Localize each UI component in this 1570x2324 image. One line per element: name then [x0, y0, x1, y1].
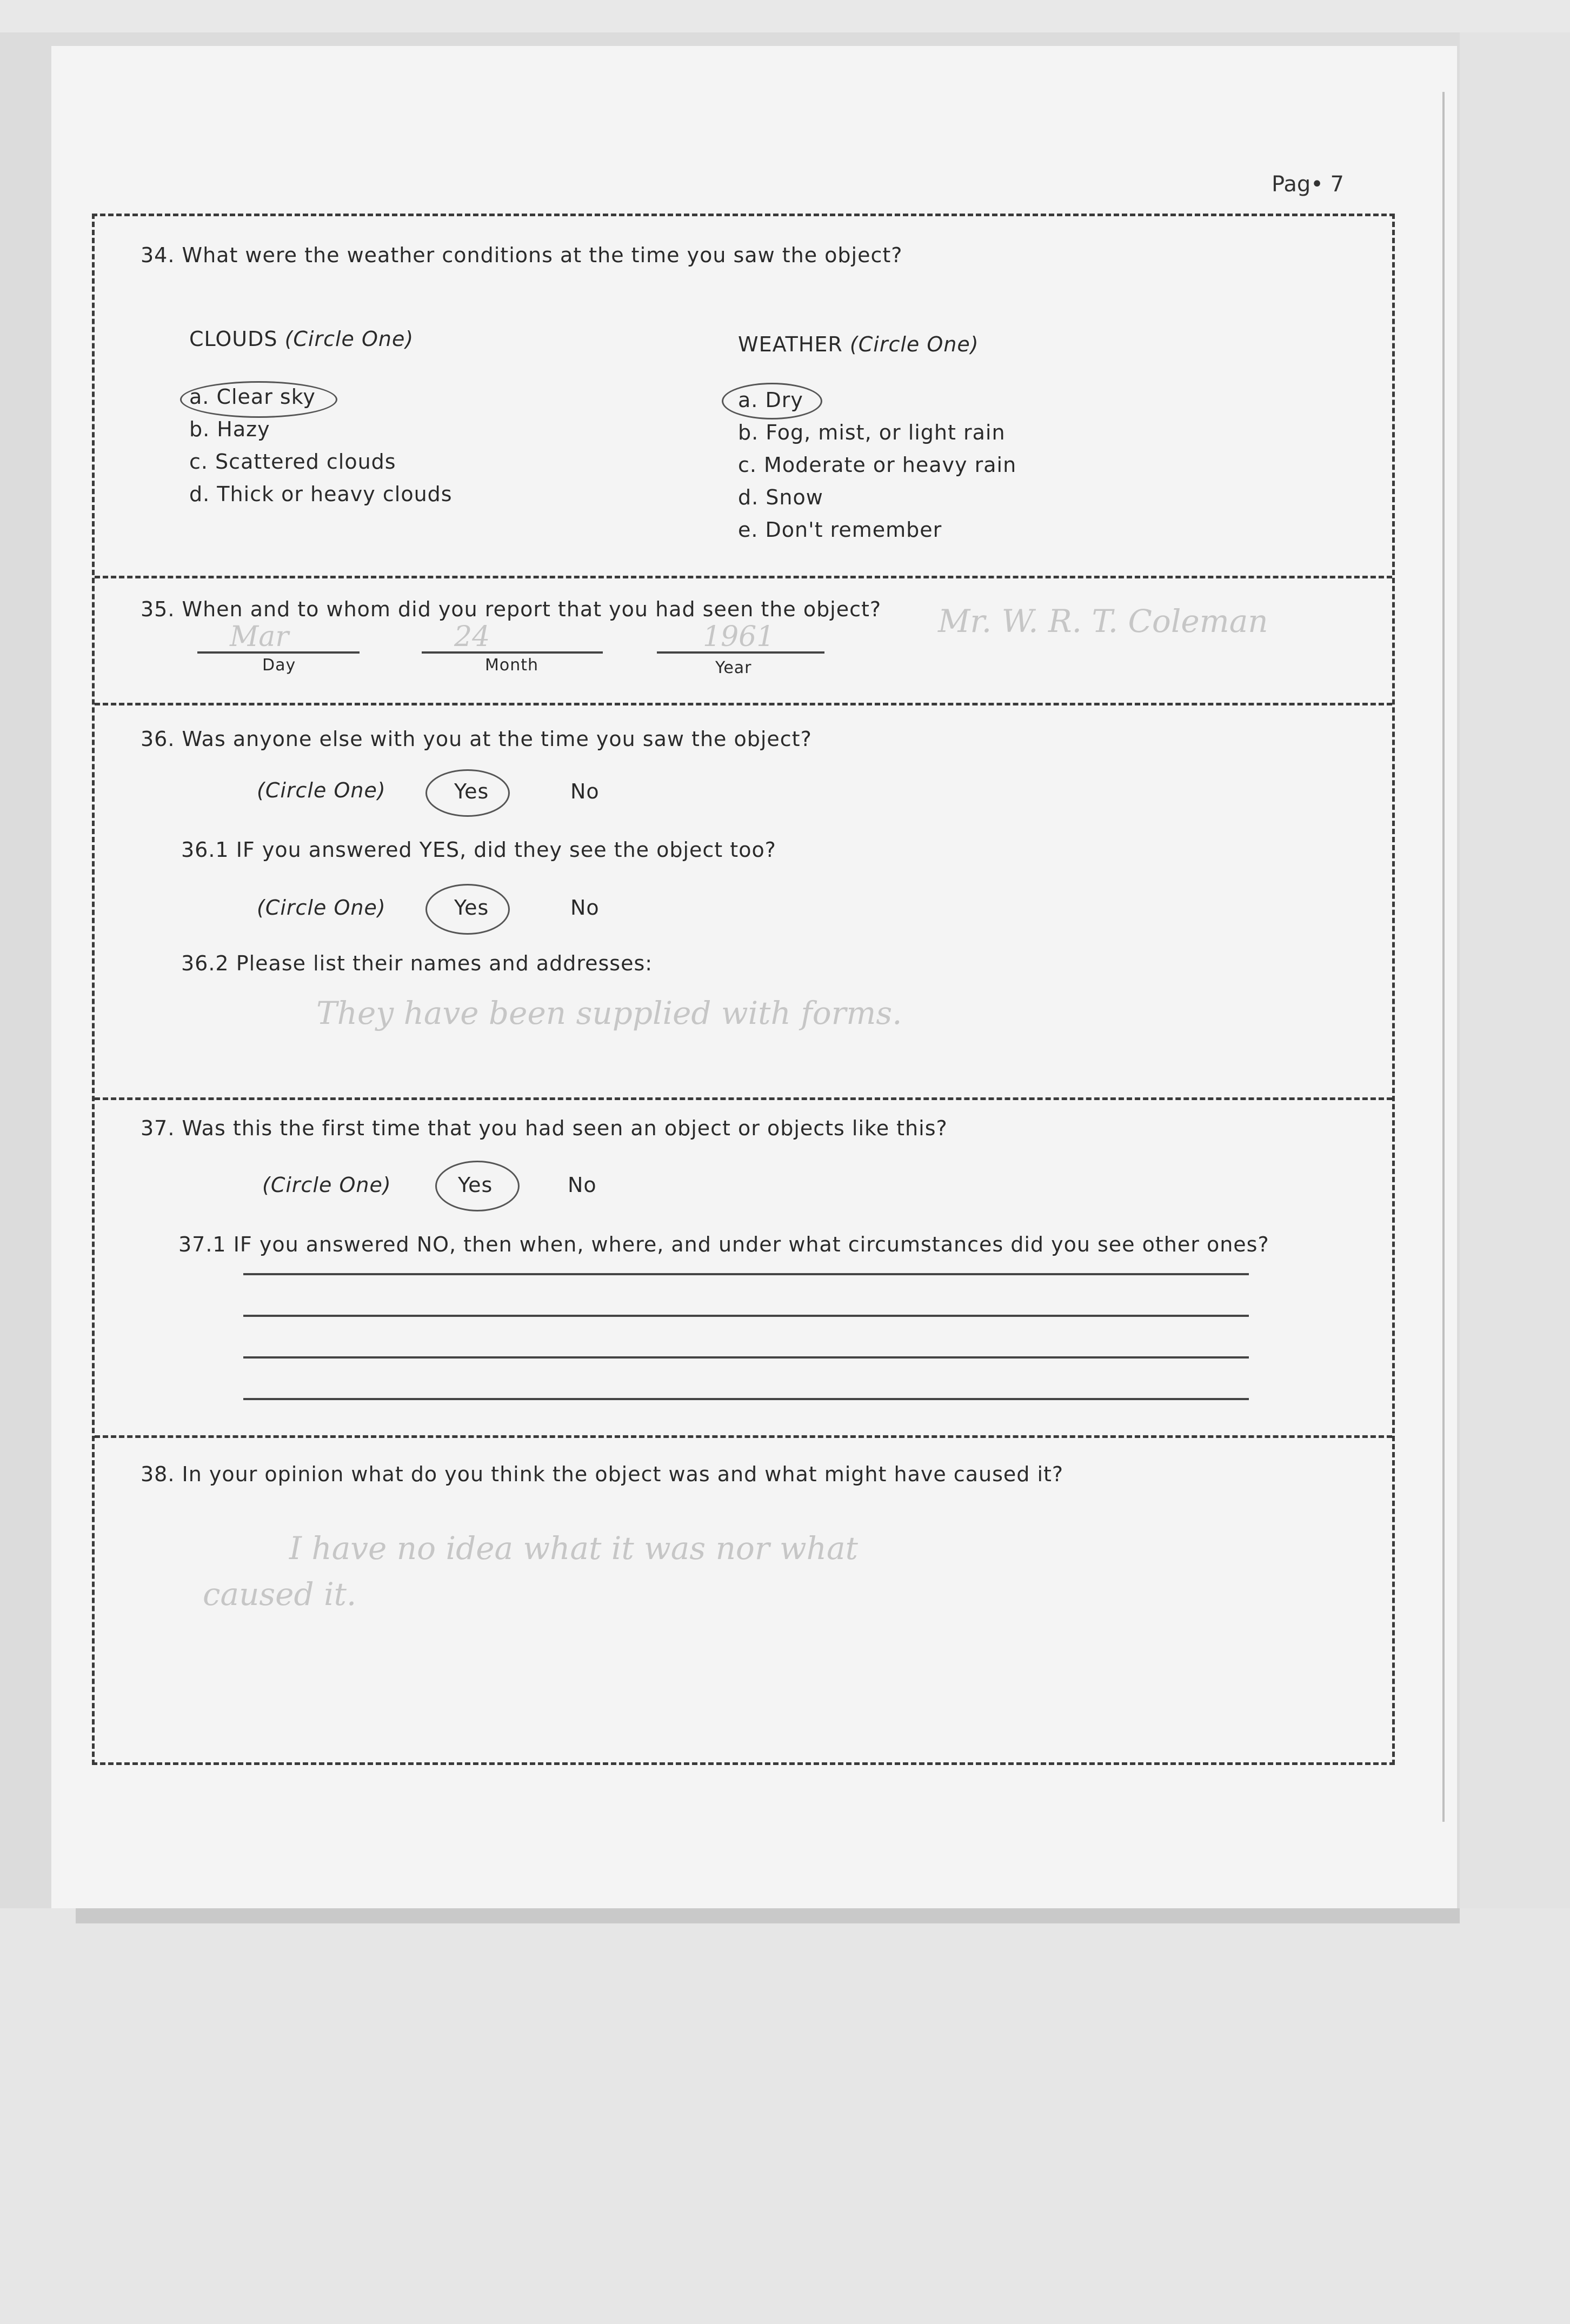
report-day-line[interactable]	[197, 651, 360, 654]
questionnaire-form	[92, 214, 1395, 1765]
question-34-section	[95, 216, 1392, 576]
question-37-no[interactable]: No	[568, 1173, 597, 1197]
weather-option-d[interactable]: d. Snow	[738, 485, 823, 509]
question-37-1-answer-line-4[interactable]	[243, 1398, 1249, 1400]
weather-circle-hint: (Circle One)	[849, 332, 979, 356]
weather-option-c[interactable]: c. Moderate or heavy rain	[738, 453, 1017, 477]
question-36-1-circle-hint: (Circle One)	[257, 896, 386, 920]
question-37-1-answer-line-1[interactable]	[243, 1273, 1249, 1275]
clouds-option-c[interactable]: c. Scattered clouds	[189, 450, 396, 474]
question-37-1-text: 37.1 IF you answered NO, then when, where, and under what circumstances did you see other ones?	[178, 1233, 1269, 1256]
report-recipient-handwriting: Mr. W. R. T. Coleman	[938, 603, 1268, 640]
report-year-value: 1961	[703, 621, 775, 653]
question-36-2-text: 36.2 Please list their names and addresses:	[181, 951, 653, 975]
clouds-option-b[interactable]: b. Hazy	[189, 417, 270, 441]
question-37-text: 37. Was this the first time that you had seen an object or objects like this?	[141, 1116, 948, 1140]
question-36-2-answer: They have been supplied with forms.	[316, 995, 902, 1031]
question-36-circle-hint: (Circle One)	[257, 778, 386, 802]
clouds-heading-label: CLOUDS	[189, 327, 278, 351]
question-36-no[interactable]: No	[570, 780, 600, 803]
clouds-option-d[interactable]: d. Thick or heavy clouds	[189, 482, 453, 506]
scan-border-top	[0, 0, 1570, 32]
weather-heading	[738, 332, 979, 356]
question-37-section	[95, 1097, 1392, 1435]
report-year-label: Year	[715, 658, 752, 677]
question-37-circle-hint: (Circle One)	[262, 1173, 391, 1197]
clouds-option-a[interactable]: a. Clear sky	[189, 385, 316, 409]
question-38-answer-line-1: I have no idea what it was nor what	[289, 1530, 858, 1567]
question-36-section	[95, 703, 1392, 1097]
question-38-section	[95, 1435, 1392, 1762]
question-36-1-text: 36.1 IF you answered YES, did they see the object too?	[181, 838, 776, 862]
sheet-shadow	[76, 1908, 1460, 1923]
question-37-1-answer-line-2[interactable]	[243, 1315, 1249, 1317]
weather-heading-label: WEATHER	[738, 332, 843, 356]
question-34-text: 34. What were the weather conditions at the time you saw the object?	[141, 243, 903, 267]
report-month-label: Month	[485, 656, 539, 675]
question-36-yes[interactable]: Yes	[454, 780, 489, 803]
question-37-yes[interactable]: Yes	[458, 1173, 493, 1197]
question-36-1-yes[interactable]: Yes	[454, 896, 489, 920]
question-36-1-no[interactable]: No	[570, 896, 600, 920]
weather-option-e[interactable]: e. Don't remember	[738, 518, 942, 542]
question-35-text: 35. When and to whom did you report that you had seen the object?	[141, 597, 882, 621]
question-36-text: 36. Was anyone else with you at the time you saw the object?	[141, 727, 812, 751]
weather-option-a[interactable]: a. Dry	[738, 388, 803, 412]
report-month-value: 24	[454, 621, 490, 653]
question-38-answer-line-2: caused it.	[203, 1576, 357, 1613]
report-year-line[interactable]	[657, 651, 824, 654]
report-day-value: Mar	[230, 621, 289, 653]
weather-option-b[interactable]: b. Fog, mist, or light rain	[738, 421, 1006, 444]
report-day-label: Day	[262, 656, 296, 675]
question-37-1-answer-line-3[interactable]	[243, 1356, 1249, 1359]
scan-artifact-line	[1442, 92, 1445, 1822]
report-month-line[interactable]	[422, 651, 603, 654]
question-38-text: 38. In your opinion what do you think the object was and what might have caused it?	[141, 1462, 1064, 1486]
clouds-heading	[189, 327, 414, 351]
page-number: Pag• 7	[1272, 172, 1344, 197]
scan-border-bottom	[0, 1908, 1570, 2324]
question-35-section	[95, 576, 1392, 703]
clouds-circle-hint: (Circle One)	[284, 327, 414, 351]
